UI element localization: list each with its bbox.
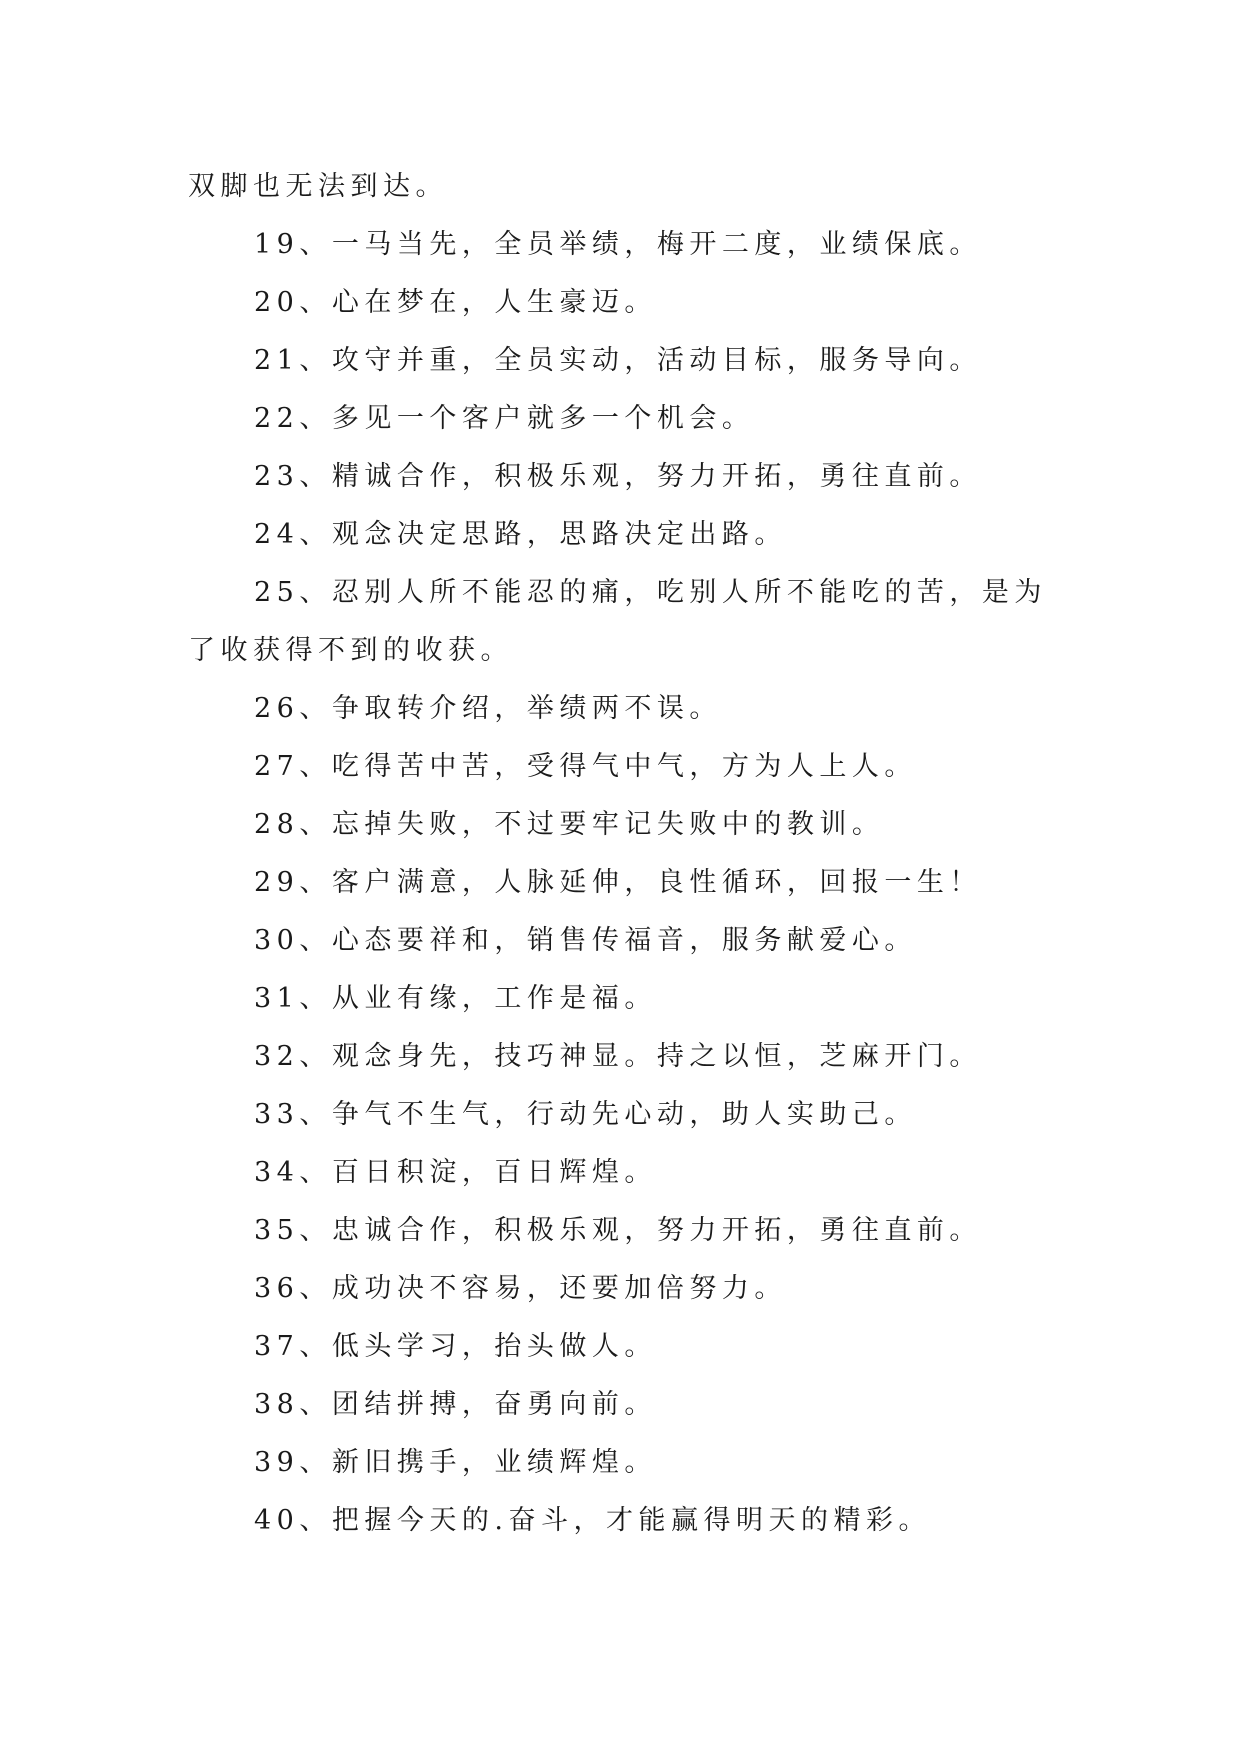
text-line: 39、新旧携手，业绩辉煌。 [254, 1447, 657, 1478]
text-line: 23、精诚合作，积极乐观，努力开拓，勇往直前。 [254, 461, 982, 492]
text-line: 26、争取转介绍，举绩两不误。 [254, 693, 722, 724]
text-line: 29、客户满意，人脉延伸，良性循环，回报一生！ [254, 867, 982, 898]
text-line: 20、心在梦在，人生豪迈。 [254, 287, 657, 318]
text-line: 33、争气不生气，行动先心动，助人实助己。 [254, 1099, 917, 1130]
text-line: 35、忠诚合作，积极乐观，努力开拓，勇往直前。 [254, 1215, 982, 1246]
text-line: 22、多见一个客户就多一个机会。 [254, 403, 755, 434]
text-line: 34、百日积淀，百日辉煌。 [254, 1157, 657, 1188]
text-line: 19、一马当先，全员举绩，梅开二度，业绩保底。 [254, 229, 982, 260]
text-line: 38、团结拼搏，奋勇向前。 [254, 1389, 657, 1420]
text-line: 27、吃得苦中苦，受得气中气，方为人上人。 [254, 751, 917, 782]
document-body [188, 158, 1068, 1550]
text-line: 21、攻守并重，全员实动，活动目标，服务导向。 [254, 345, 982, 376]
text-line: 25、忍别人所不能忍的痛，吃别人所不能吃的苦，是为 [254, 577, 1047, 608]
text-line: 双脚也无法到达。 [188, 171, 448, 202]
text-line: 36、成功决不容易，还要加倍努力。 [254, 1273, 787, 1304]
text-line: 31、从业有缘，工作是福。 [254, 983, 657, 1014]
text-line: 了收获得不到的收获。 [188, 635, 513, 666]
text-line: 37、低头学习，抬头做人。 [254, 1331, 657, 1362]
text-line: 40、把握今天的.奋斗，才能赢得明天的精彩。 [254, 1505, 931, 1536]
text-line: 24、观念决定思路，思路决定出路。 [254, 519, 787, 550]
text-line: 30、心态要祥和，销售传福音，服务献爱心。 [254, 925, 917, 956]
text-line: 32、观念身先，技巧神显。持之以恒，芝麻开门。 [254, 1041, 982, 1072]
text-line: 28、忘掉失败，不过要牢记失败中的教训。 [254, 809, 885, 840]
